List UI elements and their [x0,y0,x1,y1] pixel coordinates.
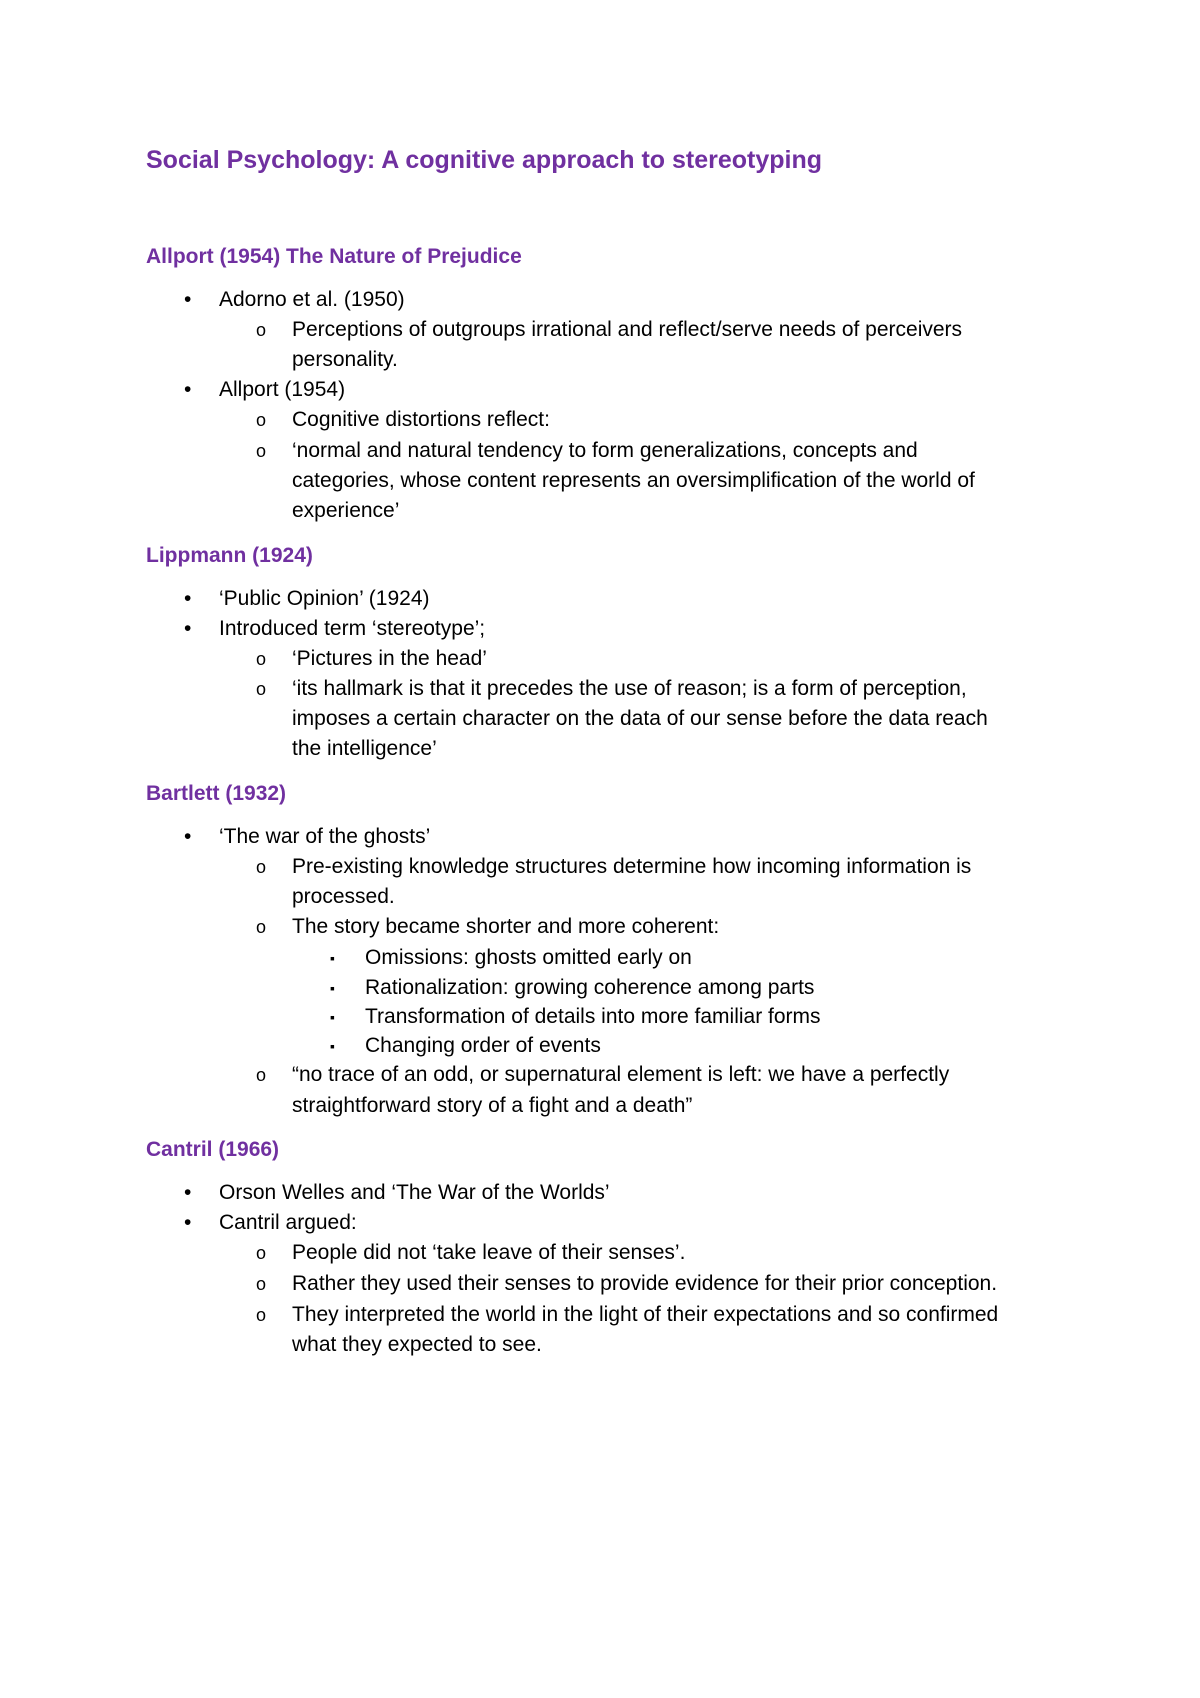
bullet-marker: • [184,617,192,640]
list-item: Adorno et al. (1950) [219,288,405,311]
list-item-continuation: personality. [292,348,398,371]
list-item: The story became shorter and more coherent: [292,915,720,938]
section-heading-cantril: Cantril (1966) [146,1138,280,1161]
list-item: Allport (1954) [219,378,346,401]
list-item-continuation: straightforward story of a fight and a death” [292,1094,693,1117]
circle-marker: o [256,410,267,430]
list-item: ‘Pictures in the head’ [292,647,487,670]
list-item: ‘Public Opinion’ (1924) [219,587,430,610]
circle-marker: o [256,1274,267,1294]
bullet-marker: • [184,288,192,311]
square-marker: ▪ [330,950,335,966]
list-item-continuation: imposes a certain character on the data of our sense before the data reach [292,707,988,730]
circle-marker: o [256,917,267,937]
list-item-continuation: processed. [292,885,395,908]
list-item: Introduced term ‘stereotype’; [219,617,486,640]
list-item: They interpreted the world in the light of their expectations and so confirmed [292,1303,999,1326]
list-item: Pre-existing knowledge structures determine how incoming information is [292,855,972,878]
list-item: Cognitive distortions reflect: [292,408,550,431]
circle-marker: o [256,1243,267,1263]
circle-marker: o [256,649,267,669]
list-item: “no trace of an odd, or supernatural element is left: we have a perfectly [292,1063,950,1086]
bullet-marker: • [184,1181,192,1204]
bullet-marker: • [184,587,192,610]
circle-marker: o [256,679,267,699]
bullet-marker: • [184,825,192,848]
bullet-marker: • [184,378,192,401]
list-item-continuation: the intelligence’ [292,737,437,760]
list-item: Changing order of events [365,1034,601,1057]
list-item: Transformation of details into more familiar forms [365,1005,821,1028]
square-marker: ▪ [330,980,335,996]
section-heading-lippmann: Lippmann (1924) [146,544,313,567]
list-item: Rationalization: growing coherence among parts [365,976,815,999]
list-item: People did not ‘take leave of their senses’. [292,1241,686,1264]
circle-marker: o [256,320,267,340]
circle-marker: o [256,1305,267,1325]
list-item: Perceptions of outgroups irrational and reflect/serve needs of perceivers [292,318,963,341]
document-title: Social Psychology: A cognitive approach to stereotyping [146,146,823,174]
circle-marker: o [256,441,267,461]
list-item-continuation: categories, whose content represents an oversimplification of the world of [292,469,975,492]
list-item: ‘its hallmark is that it precedes the use of reason; is a form of perception, [292,677,967,700]
list-item-continuation: what they expected to see. [292,1333,542,1356]
circle-marker: o [256,1065,267,1085]
list-item: Cantril argued: [219,1211,357,1234]
list-item: ‘normal and natural tendency to form generalizations, concepts and [292,439,918,462]
square-marker: ▪ [330,1009,335,1025]
list-item: Omissions: ghosts omitted early on [365,946,692,969]
square-marker: ▪ [330,1038,335,1054]
bullet-marker: • [184,1211,192,1234]
section-heading-bartlett: Bartlett (1932) [146,782,287,805]
list-item: ‘The war of the ghosts’ [219,825,431,848]
list-item: Orson Welles and ‘The War of the Worlds’ [219,1181,610,1204]
section-heading-allport: Allport (1954) The Nature of Prejudice [146,245,522,268]
list-item: Rather they used their senses to provide evidence for their prior conception. [292,1272,998,1295]
list-item-continuation: experience’ [292,499,400,522]
circle-marker: o [256,857,267,877]
